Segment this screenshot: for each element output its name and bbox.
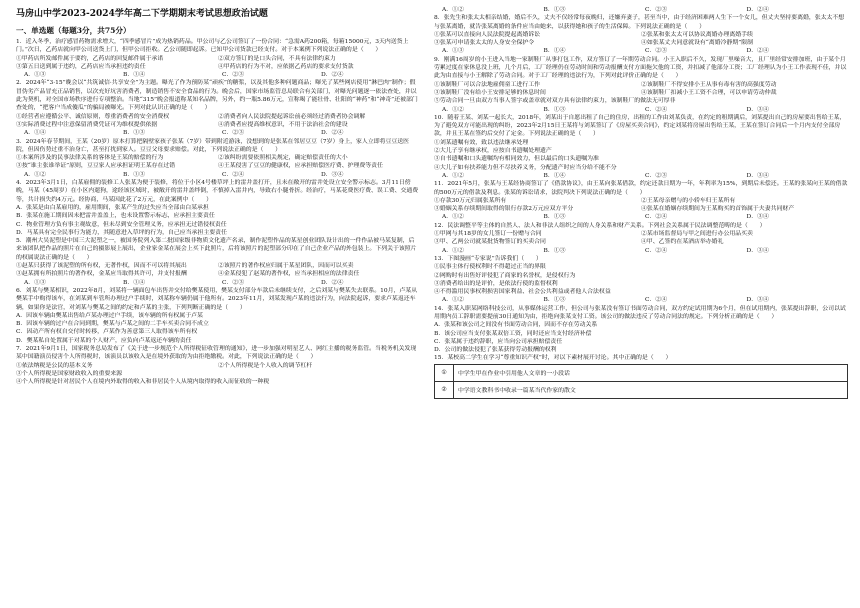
option-line: ②大儿子享有继承权，应按自书遗嘱处理遗产 <box>434 148 552 155</box>
statement-row <box>434 238 848 246</box>
answer-choice: B．①④ <box>543 172 566 179</box>
option-line: A．因该车辆由樊某出售给卢某办理过户手续，该车辆的所有权属于卢某 <box>16 312 203 319</box>
material-text: 中学语文教科书中收录一篇某当代作家的散文 <box>454 381 848 398</box>
statement-row <box>434 39 848 47</box>
answer-choices <box>434 296 848 304</box>
statement: ①甲网与其18岁的女儿签订一份赠与合同 <box>434 231 542 238</box>
answer-choice: A．①② <box>442 297 464 304</box>
question-text: 1．近入冬季，治疗感冒药物需求增大，“四季感冒片”成为热销药品。甲公司与乙公司签订了一份合同：“急需A药200箱，每箱15000元，3天内送货上门。”次日，乙药店就向甲公司送货上门，但甲公司拒收。乙公司随即起诉。已知甲公司货款已经支付。对于本案例下列说法正确的是（ ） <box>16 39 409 54</box>
option-line: C．张某属于违约辞职，应当向公司承担赔偿责任 <box>434 338 563 345</box>
question-text: 14．张某入职某网络科技公司，从事媒体运营工作，但公司与张某没有签订书面劳动合同，双方约定试用期为6个月，但在试用期内，张某提出辞职，公司以试用期内员工辞职需要提前30日通知为由，拒绝向张某支付工资。该公司的做法违反了劳动合同法的规定。下列分析正确的是（ ） <box>434 305 846 320</box>
answer-choice: A．①③ <box>24 279 46 286</box>
answer-choice: B．①③ <box>123 171 146 178</box>
answer-choices <box>434 106 848 114</box>
question-text: 12．民法调整平等主体的自然人、法人和非法人组织之间的人身关系和财产关系。下列社会关系属于民法调整范畴的是（ ） <box>434 222 766 229</box>
answer-choice: C．②③ <box>645 172 668 179</box>
statement: ①该制鞋厂可以合法地雇佣童工进行工作 <box>434 81 541 88</box>
statement: ②某市场监督局与甲之间进行办公用品买卖 <box>641 231 753 238</box>
statement: ④消费者应提高维权意识，不用于法治社会的建设 <box>218 121 348 128</box>
statement: ②张某和张太太可以协议离婚办理离婚手续 <box>641 31 753 38</box>
answer-choices <box>434 47 848 55</box>
option-line: ③个人所得税是国家财政收入的重要来源 <box>16 370 123 377</box>
answer-choice: A．①④ <box>24 130 46 137</box>
answer-choice: A．①② <box>442 172 464 179</box>
statement: ②双方签订的是口头合同，不具有法律约束力 <box>218 55 336 62</box>
statement-row <box>434 81 848 89</box>
material-table <box>434 364 848 399</box>
answer-choice: D．②④ <box>321 72 344 79</box>
answer-choices <box>16 279 420 287</box>
statement: ②消费者向人民法院提起诉讼前必须经过消费者协会调解 <box>218 113 366 120</box>
answer-choice: B．①③ <box>543 247 566 254</box>
answer-choice: B．①③ <box>543 106 566 113</box>
option-line: ①刘某遗嘱有效，致以违法继承处理 <box>434 139 529 146</box>
answer-choice: C．②④ <box>222 171 245 178</box>
statement: ③该制鞋厂没有给小王安排足够的休息时间 <box>434 89 546 96</box>
statement-row <box>434 89 848 97</box>
answer-choice: C．②③ <box>222 279 245 286</box>
answer-choice: A．①③ <box>442 48 464 55</box>
statement: ③第五日送到属于违约，乙药店应当承担违约责任 <box>16 63 146 70</box>
answer-choices <box>16 171 420 179</box>
statement: ④如张某丈夫同意就设有“离婚冷静期”限制 <box>641 40 754 47</box>
material-number: ② <box>435 381 454 398</box>
answer-choice: D．②④ <box>746 7 769 13</box>
material-row <box>435 364 848 381</box>
statement: ③婚姻关系存续期间取得的银行存款2万元应双方平分 <box>434 206 574 213</box>
material-number: ① <box>435 364 454 381</box>
statement: ②该照片的著作权应归属于某星团队，因而可以买卖 <box>218 263 354 270</box>
answer-choice: C．②③ <box>645 48 668 55</box>
statement: ④金某侵犯了赵某的著作权，应当承担相应的法律责任 <box>218 271 360 278</box>
statement-row <box>16 262 420 270</box>
answer-choice: D．③④ <box>746 247 769 254</box>
question-text: 2．2024年“3·15”晚会以“共筑诚信·共享安全”为主题。曝光了作为预防某“顽疾”的糖浆，以及其他多种问题商品；曝光了某些网店使用“淋巴肉”制作；假冒伪劣产品冒充正品销售，以次充好坑害消费者，制造销售不安全食品的行为。晚会后，国家市场监管总局联合有关部门，对曝光问题逐一依法查处，并以此为契机，对全国市场秩序进行专项整治。当地“315”晚会报道称某知名品牌，另外，约一瓶5.86万元，宣称喝了能壮骨、壮阳的“神药”和“神奇”还被部门查处的，“把客户当成傻瓜”的骗局被曝光。下列对此认识正确的是（ ） <box>16 80 418 112</box>
option-line: B．该公司应当支付张某双倍工资，同时还应当支付经济补偿 <box>434 330 592 337</box>
statement: ④该制鞋厂扣减小王工资不合理，可以申请劳动仲裁 <box>641 89 777 96</box>
question-text: 7．2021年9月1日，国家税务总局发布了《关于进一步规范个人所得税征收管理的通知》，进一步加强对明星艺人、网红主播的税务监管。当税务机关发现某中国籍演员侵害个人所得税时，该演员以该收入是在境外获取的为由拒绝缴税。对此，下列说法正确的是（ ） <box>16 345 417 361</box>
answer-choice: D．③④ <box>746 172 769 179</box>
answer-choice: A．①② <box>442 7 464 13</box>
answer-choice: B．①③ <box>123 130 146 137</box>
answer-choices <box>434 172 848 180</box>
exam-title: 马房山中学2023-2024学年高二下学期期末考试思想政治试题 <box>16 9 268 19</box>
statement: ①张某可以直接向人民法院提起离婚诉讼 <box>434 31 541 38</box>
answer-choice: B．①③ <box>543 7 566 13</box>
right-column <box>434 6 848 399</box>
answer-choices <box>16 129 420 137</box>
answer-choice: C．②④ <box>645 214 668 221</box>
answer-choices <box>434 6 848 14</box>
option-line: ④不得滥用民事权利损害国家利益、社会公共利益或者他人合法权益 <box>434 289 611 296</box>
statement-row <box>16 270 420 278</box>
question-text: 4．2023年3月1日，白某雇佣的装修工人张某为便于装修，将位于小区4号楼草坪上的雷井盖打开，且未在敞开的雷井处设立安全警示标志。3月11日傍晚，马某（45周岁）在小区内遛狗，途经该区域时，被敞开的雷井盖绊倒，不慎掉入雷井内，导致右小腿骨折。经治疗，马某花费医疗费、误工费、交通费等，共计损失约4万元。经协商，马某因此花了2万元，在此案例中（ ） <box>16 180 419 203</box>
answer-choice: D．②④ <box>321 279 344 286</box>
answer-choice: B．①③ <box>543 297 566 304</box>
option-line: ①民事主体行使权利时不得超过正当的界限 <box>434 264 546 271</box>
answer-choice: A．①② <box>442 247 464 254</box>
answer-choices <box>434 247 848 255</box>
statement-row <box>434 230 848 238</box>
option-line: D．公司的做法侵犯了张某获得劳动报酬的权利 <box>434 347 557 354</box>
answer-choice: D．③④ <box>321 171 344 178</box>
answer-choice: D．②④ <box>321 130 344 137</box>
statement: ①存款30万元归属张某所有 <box>434 197 507 204</box>
answer-choices <box>16 71 420 79</box>
option-line: D．樊某私自处置属于对某的个人财产，应负向卢某返还车辆的责任 <box>16 337 192 344</box>
material-text: 中学生甲在作业中引用他人文章的一小段话 <box>454 364 848 381</box>
statement: ④王某侵害了豆豆的健康权，应承担赔偿医疗费、护理费等责任 <box>218 163 383 170</box>
answer-choice: C．②④ <box>645 297 668 304</box>
statement: ④甲、乙签约在某酒店举办婚礼 <box>641 239 724 246</box>
statement: ④张某在婚姻存续期间为王某购买的首饰属于夫妻共同财产 <box>641 206 795 213</box>
answer-choice: C．②③ <box>222 130 245 137</box>
statement: ②该制鞋厂不得安排小王从事有毒有害的高强度劳动 <box>641 81 777 88</box>
option-line: ⑤劳动合同一旦由双方当事人签字或盖章就对双方具有法律约束力，该制鞋厂的做法无可厚非 <box>434 98 676 105</box>
question-text: 13．下图漫画“专家说”告诉我们（ ） <box>434 255 542 262</box>
answer-choice: D．②④ <box>746 48 769 55</box>
answer-choice: A．①③ <box>24 72 46 79</box>
statement: ③按“谁主张谁举证”原则，豆豆家人应承担证明王某存在过错 <box>16 163 176 170</box>
question-text: 9．刚满16周岁的小王进入当地一家制鞋厂从事打包工作，双方签订了一年期劳动合同。小王入职后不久，发现厂里噪音大，且厂里经常安排加班，由于某个月劳累过度在家休息没上班，几个月后，工厂经理仍在劳动时间和劳动报酬支付方面拖欠他的工资，并扣减了他部分工资；工厂经理认为小王工作表现不佳，并以此为由直接与小王解除了劳动合同。对于工厂经理的违法行为，下列对此评价正确的是（ ） <box>434 56 847 80</box>
material-row <box>435 381 848 398</box>
statement: ①甲药店所发邮件属于要约，乙药店的回复邮件属于承诺 <box>16 55 164 62</box>
statement: ①本案所涉及的民事法律关系的客体是王某的赔偿的行为 <box>16 155 164 162</box>
option-line: ③消费者给出的是评价，是依法行使的监督权利 <box>434 280 558 287</box>
statement-row <box>16 121 420 129</box>
answer-choice: D．③④ <box>746 297 769 304</box>
section-heading: 一、单选题（每题3分，共75分） <box>16 26 131 35</box>
option-line: ④个人所得税是针对居民个人在境内外取得的收入和非居民个人从境内取得的收入而征收的一种税 <box>16 379 270 386</box>
option-line: ②网购时有出售好评侵犯了商家的名誉权，是侵权行为 <box>434 272 576 279</box>
answer-choice: C．②④ <box>645 247 668 254</box>
statement: ③赵某拥有所拍照片的著作权，金某应当取得其许可，并支付报酬 <box>16 271 187 278</box>
statement: ③实际消费过程中注意保留消费凭证可为维权提供依据 <box>16 121 158 128</box>
option-line: A．张某和该公司之间没有书面劳动合同，因而不存在劳动关系 <box>434 322 598 329</box>
statement-row <box>434 205 848 213</box>
answer-choice: C．②④ <box>645 106 668 113</box>
option-line: B．张某在施工期间因未把雷井盖盖上，也未设置警示标志，应承担主要责任 <box>16 213 215 220</box>
statement-row <box>16 55 420 63</box>
answer-choice: C．②③ <box>645 7 668 13</box>
answer-choice: B．①④ <box>123 279 146 286</box>
question-text: 3．2024年春节期间，王某（20岁）原本打算把隔壁家孩子张某（7岁）带到附近游泳，没想到的是张某在邻居豆豆（7岁）身上，家人立即将豆豆送医院，但因伤势过重不治身亡，甚至打扰到家人。豆豆父母要求赔偿。对此，下列说法正确的是（ ） <box>16 138 410 153</box>
option-line: ③自书遗嘱和口头遗嘱均有相同效力，但以最后的口头遗嘱为准 <box>434 156 599 163</box>
answer-choice: C．②③ <box>222 72 245 79</box>
answer-choice: B．①④ <box>123 72 146 79</box>
answer-choice: B．①③ <box>543 214 566 221</box>
question-text: 15．某校高二学生在学习“尊重知识产权”时，对以下素材展开讨论。其中正确的是（ ） <box>434 355 672 362</box>
option-line: ④大儿子如有扶养能力但不尽扶养义务，分配遗产时应当分给不能不分 <box>434 164 617 171</box>
statement-row <box>16 113 420 121</box>
statement: ②该纠纷需要依照相关规定，确定赔偿责任的大小 <box>218 155 348 162</box>
statement: ①依法纳税是公民的基本义务 <box>16 362 93 369</box>
question-text: 6．刘某与樊某相识，2022年8月，刘某将一辆面包车出售并交付给樊某使用，樊某支付部分车款后未继续支付，之后刘某与樊某失去联系。10月，卢某从樊某手中购得该车，在刘某到车管所办理过户手续时，刘某称车辆仍属于他所有。2023年11月，刘某发现卢某的违法行为，向法院起诉，要求卢某返还车辆，如果你是法官，对刘某与樊某之间的约定和卢某的主张，下列判断正确的是（ ） <box>16 287 418 311</box>
statement: ④甲药店的行为不对，应依据乙药店的要求支付货款 <box>218 63 354 70</box>
option-line: A．张某是由白某雇用的，雇用期间，张某产生的过失应当全部由白某承担 <box>16 204 209 211</box>
answer-choice: D．③④ <box>746 106 769 113</box>
question-text: 11．2021年5月，张某与王某经协商签订了《借款协议》，由王某向张某借款，约定还款日期为一年，年利率为15%，到期后未偿还。王某的张某向王某的借款的500万元的借款及利息。张某的诉讼请求，法院判决下列说法正确的是（ ） <box>434 181 848 196</box>
answer-choice: A．①② <box>24 171 46 178</box>
left-column <box>16 24 420 386</box>
answer-choice: A．①② <box>442 106 464 113</box>
statement-row <box>16 63 420 71</box>
statement: ②个人所得税是个人收入的调节杠杆 <box>218 362 313 369</box>
statement: ③甲、乙两公司就某批货物签订的买卖合同 <box>434 239 546 246</box>
statement: ②王某母亲赠与的小轿车归王某所有 <box>641 197 736 204</box>
option-line: B．因该车辆的过户在合同到期，樊某与卢某之间的二手车买卖合同不成立 <box>16 321 209 328</box>
question-text: 5．潮州大吴泥塑是中国三大泥塑之一，被国务院列入第二批国家级非物质文化遗产名录，制作泥塑作品的某星创业团队设计出的一件作品被马某复制，后来该团队把作品的照片在自己的摄影展上展出，企业家金某在展会上买下此照片，后将该照片的泥塑部分印在了自己企业产品的外包装上。下列关于该照片的权属说法正确的是（ ） <box>16 238 417 261</box>
statement-row <box>434 197 848 205</box>
option-line: C．物业管理方负有事主观故意，但未尽到安全管理义务，应承担无过错侵权责任 <box>16 221 227 228</box>
statement-row <box>16 362 420 370</box>
statement-row <box>434 31 848 39</box>
answer-choice: B．①④ <box>543 48 566 55</box>
statement-row <box>16 154 420 162</box>
option-line: D．马某具有完全民事行为能力，其随意进入草坪的行为，自己应当承担主要责任 <box>16 229 227 236</box>
statement: ①经营者应遵循公平、诚信原则，尊重消费者的安全消费权 <box>16 113 170 120</box>
statement: ③张某可申请张太太的人身安全保护令 <box>434 40 535 47</box>
answer-choice: A．①② <box>442 214 464 221</box>
question-text: 8．张先生和张太太相亲结婚，婚后不久，丈夫不仅经常每夜晚归，还嫌弃妻子，甚至当中，由于经济困难两人生下一个女儿，但丈夫坚持要离婚，张太太不想与张某离婚，就告张某离婚的条件应当由她来，以获得她和孩子的生活保障。下列说法正确的是（ ） <box>434 15 845 30</box>
question-text: 10．随着王某、刘某一起长大，2018年，刘某出于自愿出租了自己的住房，出租的工作由刘某负责，在约定的租期满后，刘某提出自己的房屋要出售给王某，为了避免双方可能出现的纠纷，2023年2月15日王某将与刘某签订了《房屋买卖合同》，约定刘某将房屋出售给王某，王某在签订合同后一个月内支付全部房款，并且王某在签约后交付了定金。下列说法正确的是（ ） <box>434 114 846 138</box>
statement: ①赵某只获得了该泥塑的所有权，无著作权，因而不可以将其展出 <box>16 263 187 270</box>
option-line: C．因动产所有权自交付时转移，卢某作为善意第三人取得该车所有权 <box>16 329 198 336</box>
answer-choices <box>434 213 848 221</box>
answer-choice: D．③④ <box>746 214 769 221</box>
statement-row <box>16 162 420 170</box>
